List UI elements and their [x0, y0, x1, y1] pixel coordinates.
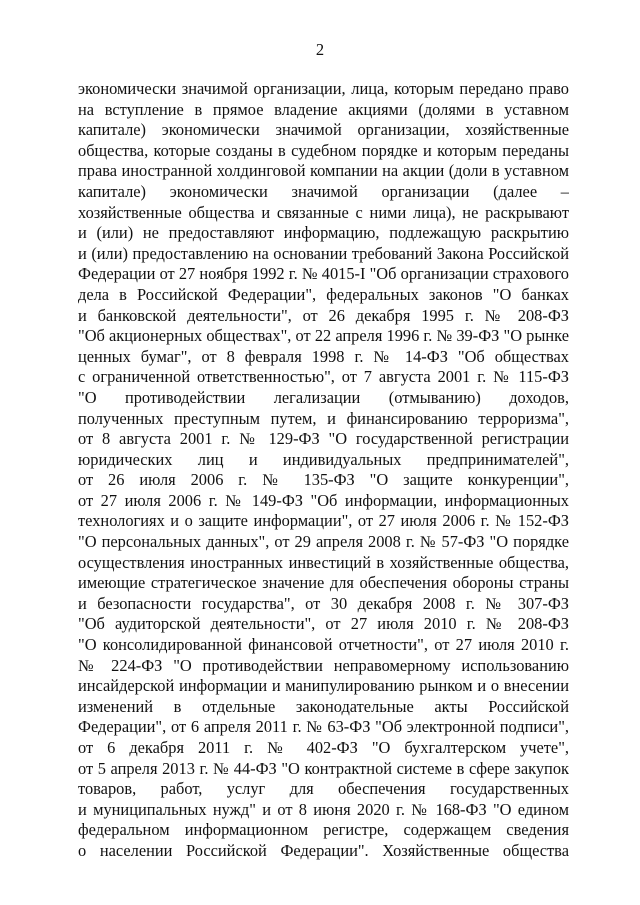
- text-line: "О консолидированной финансовой отчетности", от 27 июля 2010 г.: [78, 635, 569, 655]
- text-line: "О противодействии легализации (отмыванию) доходов,: [78, 387, 569, 407]
- text-line: и (или) не предоставляют информацию, подлежащую раскрытию: [78, 223, 569, 243]
- text-line: "Об аудиторской деятельности", от 27 июля 2010 г. № 208-ФЗ: [78, 614, 569, 634]
- text-line: ценных бумаг", от 8 февраля 1998 г. № 14-ФЗ "Об обществах: [78, 346, 569, 366]
- text-line: от 8 августа 2001 г. № 129-ФЗ "О государственной регистрации: [78, 429, 569, 449]
- text-line: имеющие стратегическое значение для обеспечения обороны страны: [78, 573, 569, 593]
- text-line: и банковской деятельности", от 26 декабря 1995 г. № 208-ФЗ: [78, 305, 569, 325]
- text-line: Федерации", от 6 апреля 2011 г. № 63-ФЗ "Об электронной подписи",: [78, 717, 569, 737]
- text-line: и муниципальных нужд" и от 8 июня 2020 г. № 168-ФЗ "О едином: [78, 799, 569, 819]
- text-line: юридических лиц и индивидуальных предпринимателей",: [78, 449, 569, 469]
- text-line: дела в Российской Федерации", федеральных законов "О банках: [78, 284, 569, 304]
- text-line: осуществления иностранных инвестиций в хозяйственные общества,: [78, 552, 569, 572]
- text-line: "Об акционерных обществах", от 22 апреля 1996 г. № 39-ФЗ "О рынке: [78, 326, 569, 346]
- body-text: [78, 79, 569, 862]
- text-line: общества, которые созданы в судебном порядке и которым переданы: [78, 140, 569, 160]
- text-line: № 224-ФЗ "О противодействии неправомерному использованию: [78, 655, 569, 675]
- text-line: и (или) предоставлению на основании требований Закона Российской: [78, 243, 569, 263]
- text-line: на вступление в прямое владение акциями (долями в уставном: [78, 99, 569, 119]
- text-line: капитале) экономически значимой организации (далее –: [78, 181, 569, 201]
- text-line: права иностранной холдинговой компании на акции (доли в уставном: [78, 161, 569, 181]
- text-line: инсайдерской информации и манипулированию рынком и о внесении: [78, 676, 569, 696]
- text-line: экономически значимой организации, лица, которым передано право: [78, 79, 569, 98]
- text-line: о населении Российской Федерации". Хозяйственные общества: [78, 840, 569, 860]
- text-line: федеральном информационном регистре, содержащем сведения: [78, 820, 569, 840]
- text-line: Федерации от 27 ноября 1992 г. № 4015-I "Об организации страхового: [78, 264, 569, 284]
- text-line: и безопасности государства", от 30 декабря 2008 г. № 307-ФЗ: [78, 593, 569, 613]
- text-line: изменений в отдельные законодательные акты Российской: [78, 696, 569, 716]
- text-line: полученных преступным путем, и финансированию терроризма",: [78, 408, 569, 428]
- text-line: от 27 июля 2006 г. № 149-ФЗ "Об информации, информационных: [78, 490, 569, 510]
- text-line: товаров, работ, услуг для обеспечения государственных: [78, 779, 569, 799]
- text-line: технологиях и о защите информации", от 27 июля 2006 г. № 152-ФЗ: [78, 511, 569, 531]
- text-line: капитале) экономически значимой организации, хозяйственные: [78, 120, 569, 140]
- text-line: "О персональных данных", от 29 апреля 2008 г. № 57-ФЗ "О порядке: [78, 532, 569, 552]
- text-line: от 5 апреля 2013 г. № 44-ФЗ "О контрактной системе в сфере закупок: [78, 758, 569, 778]
- text-line: хозяйственные общества и связанные с ними лица), не раскрывают: [78, 202, 569, 222]
- text-line: от 6 декабря 2011 г. № 402-ФЗ "О бухгалтерском учете",: [78, 738, 569, 757]
- text-line: с ограниченной ответственностью", от 7 августа 2001 г. № 115-ФЗ: [78, 367, 569, 387]
- page-number: 2: [315, 40, 325, 59]
- text-line: от 26 июля 2006 г. № 135-ФЗ "О защите конкуренции",: [78, 470, 569, 490]
